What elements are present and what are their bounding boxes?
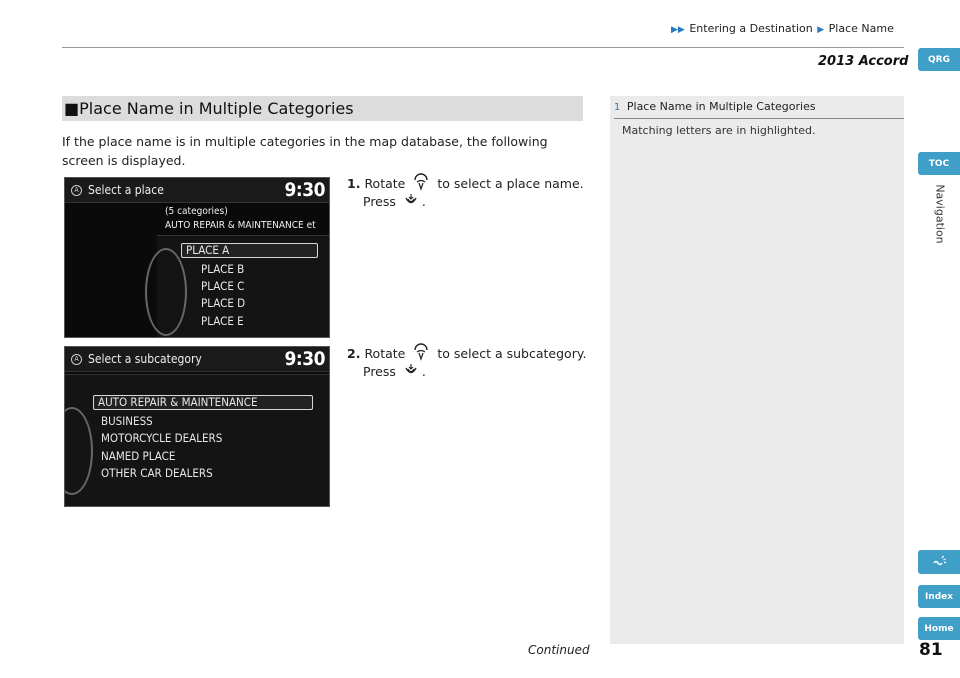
breadcrumb-item-destination[interactable]: Entering a Destination [689, 22, 813, 35]
dial-arc-icon [145, 248, 187, 336]
tab-voice-command[interactable] [918, 550, 960, 574]
step-press: Press [363, 364, 396, 379]
step-number: 2. [347, 346, 361, 361]
list-item[interactable]: PLACE A [181, 243, 318, 258]
interface-dial-icon [412, 343, 430, 361]
step-text: to select a place name. [437, 176, 584, 191]
screen-title: Select a place [88, 183, 164, 197]
interface-dial-icon [412, 173, 430, 191]
step-1: 1. Rotate to select a place name. Press . [347, 173, 587, 211]
sidebar-text: Matching letters are in highlighted. [622, 124, 816, 137]
section-marker-icon: ■ [64, 99, 80, 118]
breadcrumb [670, 22, 894, 35]
screen-title-bar [65, 347, 329, 372]
step-text: to select a subcategory. [437, 346, 587, 361]
screen-select-place [64, 177, 330, 338]
category-count: (5 categories) [165, 206, 228, 217]
header-rule [62, 47, 904, 48]
tab-toc[interactable]: TOC [918, 152, 960, 175]
list-item[interactable]: NAMED PLACE [101, 449, 176, 463]
enter-press-icon [403, 363, 419, 379]
step-verb: Rotate [364, 346, 406, 361]
screen-title-bar [65, 178, 329, 203]
audio-icon: A [71, 185, 82, 196]
tab-qrg[interactable]: QRG [918, 48, 960, 71]
list-item[interactable]: BUSINESS [101, 414, 153, 428]
screen-title: Select a subcategory [88, 352, 202, 366]
model-title: 2013 Accord [818, 54, 909, 69]
side-section-label: Navigation [933, 184, 947, 244]
section-title: Place Name in Multiple Categories [79, 99, 354, 118]
section-heading [62, 96, 583, 121]
sidebar-note [610, 96, 904, 644]
intro-paragraph: If the place name is in multiple categories in the map database, the following screen is displayed. [62, 134, 548, 168]
list-item[interactable]: PLACE B [201, 262, 245, 276]
reference-icon: 1 [614, 102, 621, 113]
voice-command-icon [931, 554, 947, 570]
category-name: AUTO REPAIR & MAINTENANCE et [165, 220, 316, 231]
screen-clock: 9:30 [284, 348, 325, 370]
list-item[interactable]: OTHER CAR DEALERS [101, 466, 213, 480]
sidebar-title: Place Name in Multiple Categories [626, 100, 816, 113]
breadcrumb-separator-icon: ▶ [817, 25, 825, 35]
sidebar-heading [614, 100, 904, 119]
step-number: 1. [347, 176, 361, 191]
screen-clock: 9:30 [284, 179, 325, 201]
breadcrumb-item-place-name: Place Name [828, 22, 894, 35]
page-number: 81 [919, 640, 943, 660]
audio-icon: A [71, 354, 82, 365]
step-verb: Rotate [364, 176, 406, 191]
enter-press-icon [403, 193, 419, 209]
step-2: 2. Rotate to select a subcategory. Press . [347, 343, 587, 381]
continued-label: Continued [528, 643, 590, 657]
list-item[interactable]: MOTORCYCLE DEALERS [101, 431, 223, 445]
tab-home[interactable]: Home [918, 617, 960, 640]
tab-index[interactable]: Index [918, 585, 960, 608]
breadcrumb-arrow-icon: ▶▶ [671, 25, 685, 35]
list-item[interactable]: PLACE E [201, 314, 244, 328]
step-press: Press [363, 194, 396, 209]
list-item[interactable]: PLACE D [201, 296, 246, 310]
screen-select-subcategory [64, 346, 330, 507]
list-item[interactable]: AUTO REPAIR & MAINTENANCE [93, 395, 313, 410]
list-item[interactable]: PLACE C [201, 279, 245, 293]
